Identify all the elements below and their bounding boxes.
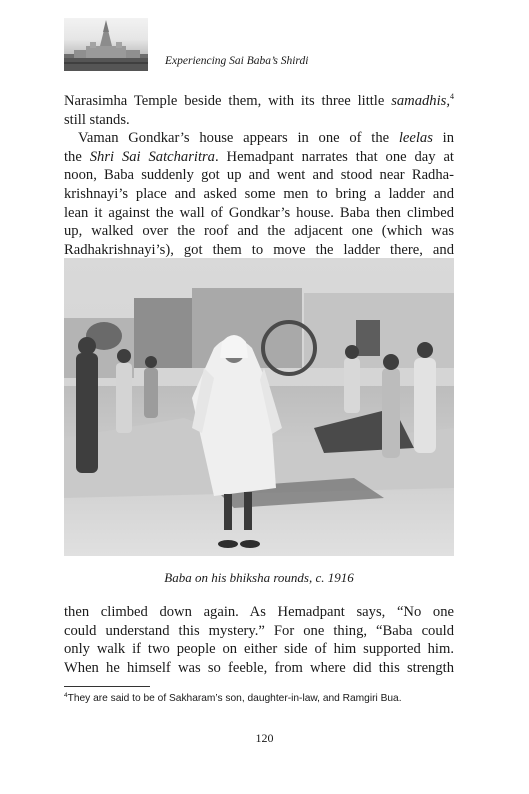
footnote-marker: 4	[64, 692, 68, 699]
text-line: then climbed down again. As Hemadpant says, “No one	[64, 604, 454, 620]
text-span: the	[64, 148, 90, 165]
text-line: only walk if two people on either side of him supported him.	[64, 641, 454, 658]
photograph-baba-bhiksha	[64, 258, 454, 556]
temple-image	[64, 18, 148, 71]
italic-term-samadhis: samadhis,	[391, 93, 450, 109]
footnote-rule	[64, 686, 150, 687]
text-line: up, walked over the roof and the adjacent one (which was	[64, 223, 454, 240]
text-line	[64, 92, 454, 111]
photo-illustration	[64, 258, 454, 556]
text-line: noon, Baba suddenly got up and went and stood near Radha-	[64, 167, 454, 184]
text-line: could understand this mystery.” For one thing, “Baba could	[64, 622, 454, 639]
text-line: Radhakrishnayi’s), got them to move the ladder there, and	[64, 241, 454, 258]
text-line: still stands.	[64, 111, 130, 128]
text-line: When he himself was so feeble, from where did this strength	[64, 659, 454, 676]
footnote	[64, 693, 402, 704]
italic-term-leelas: leelas	[398, 130, 433, 147]
text-span: in	[432, 130, 454, 147]
footnote-ref: 4	[450, 92, 454, 101]
text-span: . Hemadpant narrates that one day at	[214, 148, 454, 165]
text-span: Narasimha Temple beside them, with its three little	[64, 93, 392, 109]
running-header-title: Experiencing Sai Baba’s Shirdi	[165, 55, 309, 67]
text-line	[64, 148, 454, 167]
page-number: 120	[255, 731, 274, 745]
body-paragraph-bottom	[64, 603, 454, 677]
figure-caption: Baba on his bhiksha rounds, c. 1916	[164, 570, 354, 585]
text-line	[64, 129, 454, 148]
text-line: lean it against the wall of Gondkar’s house. Baba then climbed	[64, 204, 454, 221]
footnote-text: They are said to be of Sakharam’s son, daughter-in-law, and Ramgiri Bua.	[67, 693, 402, 704]
body-paragraph-top	[64, 92, 454, 259]
text-line: krishnayi’s place and asked some men to bring a ladder and	[64, 185, 454, 202]
header-temple-thumbnail	[64, 18, 148, 71]
text-span: Vaman Gondkar’s house appears in one of the	[78, 130, 399, 147]
italic-book-title: Shri Sai Satcharitra	[89, 148, 215, 165]
